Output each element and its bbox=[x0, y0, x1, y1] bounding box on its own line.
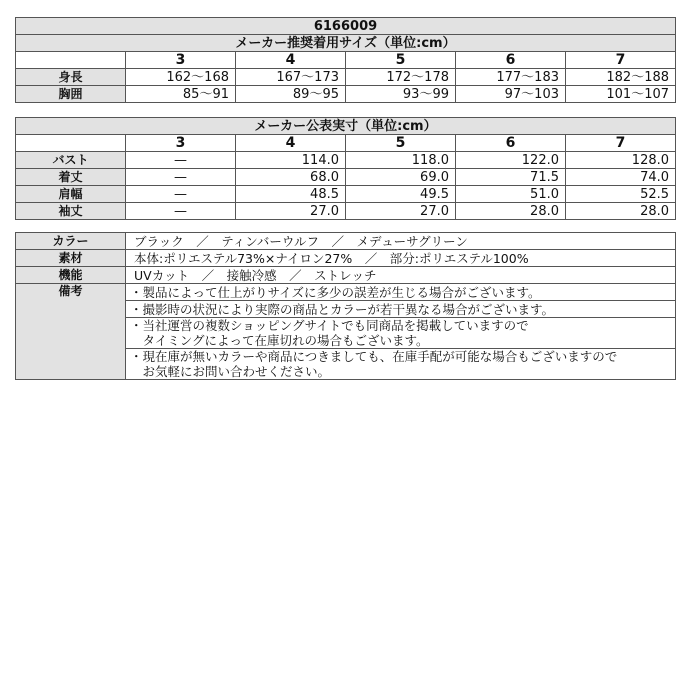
table-cell: 101〜107 bbox=[566, 86, 676, 103]
size-header: 4 bbox=[236, 135, 346, 152]
table-cell: 51.0 bbox=[456, 186, 566, 203]
table-cell: 93〜99 bbox=[346, 86, 456, 103]
table-cell: 71.5 bbox=[456, 169, 566, 186]
row-label-sleeve: 袖丈 bbox=[16, 203, 126, 220]
material-label: 素材 bbox=[16, 250, 126, 267]
table-cell: 89〜95 bbox=[236, 86, 346, 103]
table-cell: 27.0 bbox=[346, 203, 456, 220]
note-line: ・現在庫が無いカラーや商品につきましても、在庫手配が可能な場合もございますので bbox=[130, 349, 618, 364]
table-row bbox=[16, 233, 676, 250]
table-row bbox=[16, 267, 676, 284]
table-row bbox=[16, 250, 676, 267]
note-line: ・当社運営の複数ショッピングサイトでも同商品を掲載していますので bbox=[130, 318, 529, 333]
table-cell: 97〜103 bbox=[456, 86, 566, 103]
corner-cell bbox=[16, 52, 126, 69]
table-row bbox=[16, 284, 676, 301]
size-header: 6 bbox=[456, 135, 566, 152]
size-header: 7 bbox=[566, 52, 676, 69]
table-cell: 177〜183 bbox=[456, 69, 566, 86]
row-label-bust: バスト bbox=[16, 152, 126, 169]
table-cell: 128.0 bbox=[566, 152, 676, 169]
size-header: 3 bbox=[126, 52, 236, 69]
table-cell: 48.5 bbox=[236, 186, 346, 203]
note-line: ・撮影時の状況により実際の商品とカラーが若干異なる場合がございます。 bbox=[130, 301, 555, 317]
table-cell: — bbox=[126, 169, 236, 186]
table-row bbox=[16, 152, 676, 169]
table-cell: 28.0 bbox=[566, 203, 676, 220]
note-item bbox=[126, 349, 676, 380]
size-header: 3 bbox=[126, 135, 236, 152]
table-cell: — bbox=[126, 186, 236, 203]
table-row bbox=[16, 69, 676, 86]
actual-size-table bbox=[15, 117, 676, 220]
product-info-table bbox=[15, 232, 676, 380]
note-item bbox=[126, 301, 676, 318]
table-cell: 118.0 bbox=[346, 152, 456, 169]
table-cell: 114.0 bbox=[236, 152, 346, 169]
material-value: 本体:ポリエステル73%×ナイロン27% ／ 部分:ポリエステル100% bbox=[126, 250, 676, 267]
table-cell: — bbox=[126, 203, 236, 220]
size-header: 4 bbox=[236, 52, 346, 69]
table-cell: 74.0 bbox=[566, 169, 676, 186]
row-label-shoulder: 肩幅 bbox=[16, 186, 126, 203]
product-code: 6166009 bbox=[16, 18, 676, 35]
table-row bbox=[16, 186, 676, 203]
note-item bbox=[126, 284, 676, 301]
table-cell: 167〜173 bbox=[236, 69, 346, 86]
note-item bbox=[126, 318, 676, 349]
corner-cell bbox=[16, 135, 126, 152]
table-cell: 172〜178 bbox=[346, 69, 456, 86]
table-cell: 182〜188 bbox=[566, 69, 676, 86]
color-label: カラー bbox=[16, 233, 126, 250]
row-label-length: 着丈 bbox=[16, 169, 126, 186]
table-cell: 68.0 bbox=[236, 169, 346, 186]
table-row bbox=[16, 86, 676, 103]
color-value: ブラック ／ ティンバーウルフ ／ メデューサグリーン bbox=[126, 233, 676, 250]
row-label-chest: 胸囲 bbox=[16, 86, 126, 103]
table-cell: 52.5 bbox=[566, 186, 676, 203]
note-line: お気軽にお問い合わせください。 bbox=[130, 364, 331, 379]
recommended-size-title: メーカー推奨着用サイズ（単位:cm） bbox=[16, 35, 676, 52]
table-cell: — bbox=[126, 152, 236, 169]
note-line: タイミングによって在庫切れの場合もございます。 bbox=[130, 333, 429, 348]
row-label-height: 身長 bbox=[16, 69, 126, 86]
size-header: 5 bbox=[346, 52, 456, 69]
notes-label: 備考 bbox=[16, 284, 126, 380]
size-header: 7 bbox=[566, 135, 676, 152]
table-cell: 122.0 bbox=[456, 152, 566, 169]
table-cell: 85〜91 bbox=[126, 86, 236, 103]
table-row bbox=[16, 203, 676, 220]
function-label: 機能 bbox=[16, 267, 126, 284]
function-value: UVカット ／ 接触冷感 ／ ストレッチ bbox=[126, 267, 676, 284]
table-row bbox=[16, 169, 676, 186]
table-cell: 69.0 bbox=[346, 169, 456, 186]
note-line: ・製品によって仕上がりサイズに多少の誤差が生じる場合がございます。 bbox=[130, 284, 541, 300]
recommended-size-table bbox=[15, 17, 676, 103]
table-cell: 27.0 bbox=[236, 203, 346, 220]
size-header: 5 bbox=[346, 135, 456, 152]
size-header: 6 bbox=[456, 52, 566, 69]
table-cell: 162〜168 bbox=[126, 69, 236, 86]
table-cell: 28.0 bbox=[456, 203, 566, 220]
table-cell: 49.5 bbox=[346, 186, 456, 203]
actual-size-title: メーカー公表実寸（単位:cm） bbox=[16, 118, 676, 135]
